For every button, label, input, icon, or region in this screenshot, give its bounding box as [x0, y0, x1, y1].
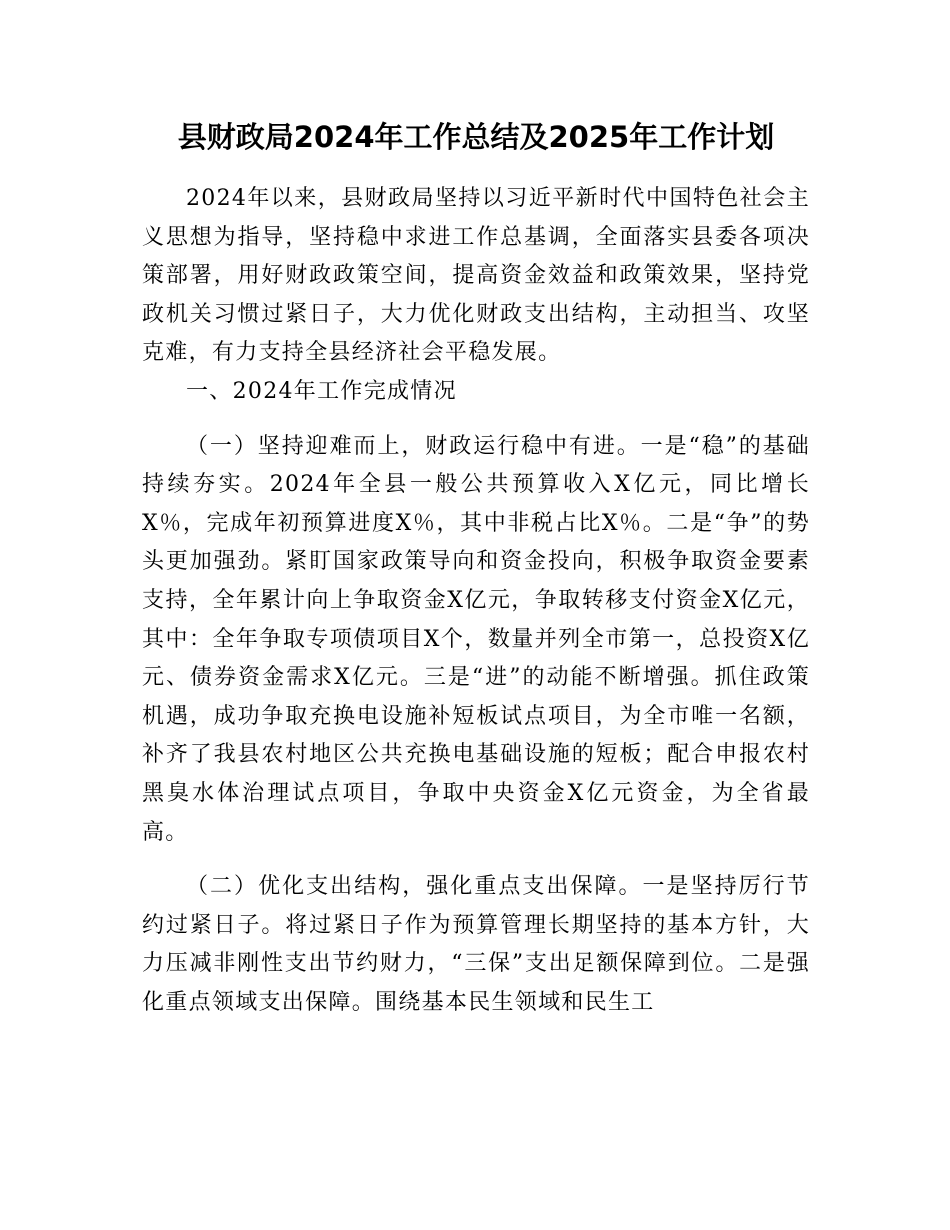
document-title: 县财政局2024年工作总结及2025年工作计划	[177, 120, 775, 154]
body-paragraph-1: （一）坚持迎难而上，财政运行稳中有进。一是“稳”的基础持续夯实。2024年全县一般公共预算收入X亿元，同比增长X％，完成年初预算进度X％，其中非税占比X％。二是“争”的势头更加强劲。紧盯国家政策导向和资金投向，积极争取资金要素支持，全年累计向上争取资金X亿元，争取转移支付资金X亿元，其中：全年争取专项债项目X个，数量并列全市第一，总投资X亿元、债券资金需求X亿元。三是“进”的动能不断增强。抓住政策机遇，成功争取充换电设施补短板试点项目，为全市唯一名额，补齐了我县农村地区公共充换电基础设施的短板；配合申报农村黑臭水体治理试点项目，争取中央资金X亿元资金，为全省最高。	[142, 433, 810, 845]
intro-paragraph: 2024年以来，县财政局坚持以习近平新时代中国特色社会主义思想为指导，坚持稳中求进工作总基调，全面落实县委各项决策部署，用好财政政策空间，提高资金效益和政策效果，坚持党政机关习惯过紧日子，大力优化财政支出结构，主动担当、攻坚克难，有力支持全县经济社会平稳发展。	[142, 186, 810, 366]
document-page	[142, 108, 810, 1022]
body-paragraph-2: （二）优化支出结构，强化重点支出保障。一是坚持厉行节约过紧日子。将过紧日子作为预算管理长期坚持的基本方针，大力压减非刚性支出节约财力，“三保”支出足额保障到位。二是强化重点领域支出保障。围绕基本民生领域和民生工	[142, 874, 810, 1015]
section-heading: 一、2024年工作完成情况	[186, 378, 457, 404]
